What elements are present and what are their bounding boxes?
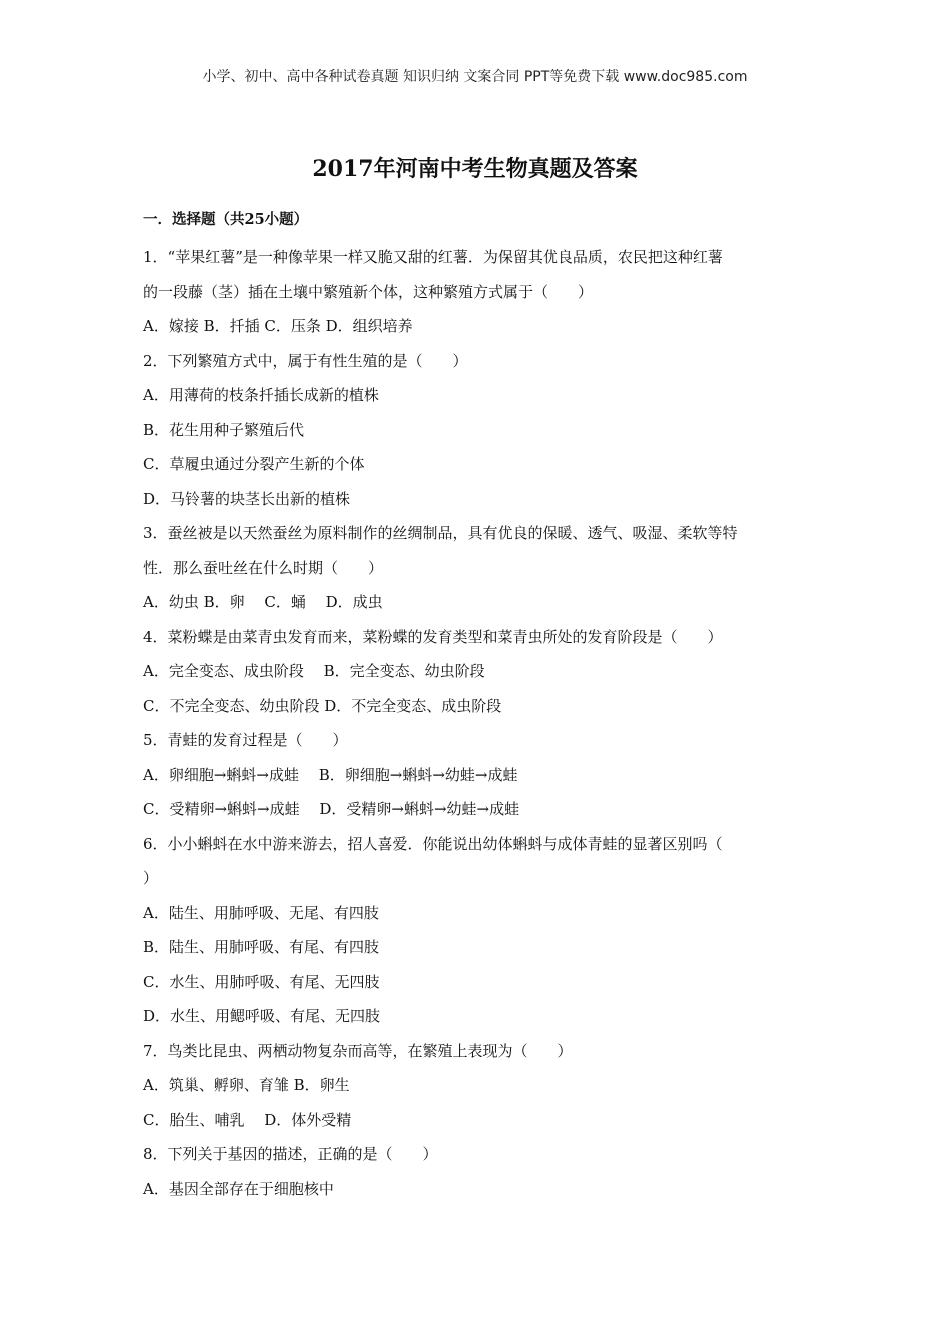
option-line: B．花生用种子繁殖后代	[143, 420, 305, 439]
text-line: 3．蚕丝被是以天然蚕丝为原料制作的丝绸制品，具有优良的保暖、透气、吸湿、柔软等特	[143, 524, 738, 542]
page-title: 2017年河南中考生物真题及答案	[312, 156, 638, 182]
text-line: 性．那么蚕吐丝在什么时期（ ）	[143, 558, 384, 577]
text-line: 6．小小蝌蚪在水中游来游去，招人喜爱．你能说出幼体蝌蚪与成体青蛙的显著区别吗（	[143, 834, 723, 853]
section-heading: 一．选择题（共25小题）	[143, 211, 309, 228]
option-line: A．筑巢、孵卵、育雏 B．卵生	[143, 1076, 350, 1094]
option-line: C．草履虫通过分裂产生新的个体	[143, 455, 365, 473]
page-header: 小学、初中、高中各种试卷真题 知识归纳 文案合同 PPT等免费下载 www.doc985.com	[202, 69, 748, 85]
question-body	[143, 240, 813, 1206]
option-line: A．卵细胞→蝌蚪→成蛙 B．卵细胞→蝌蚪→幼蛙→成蛙	[143, 765, 518, 784]
text-line: 的一段藤（茎）插在土壤中繁殖新个体，这种繁殖方式属于（ ）	[143, 282, 594, 301]
option-line: C．受精卵→蝌蚪→成蛙 D．受精卵→蝌蚪→幼蛙→成蛙	[143, 800, 520, 818]
option-line: A．用薄荷的枝条扦插长成新的植株	[143, 386, 379, 404]
text-line: 2．下列繁殖方式中，属于有性生殖的是（ ）	[143, 351, 468, 370]
option-line: D．水生、用鳃呼吸、有尾、无四肢	[143, 1007, 381, 1025]
text-line: 4．菜粉蝶是由菜青虫发育而来，菜粉蝶的发育类型和菜青虫所处的发育阶段是（ ）	[143, 627, 723, 646]
option-line: C．水生、用肺呼吸、有尾、无四肢	[143, 972, 380, 991]
option-line: A．陆生、用肺呼吸、无尾、有四肢	[143, 903, 379, 922]
option-line: D．马铃薯的块茎长出新的植株	[143, 489, 351, 508]
text-line: 1．“苹果红薯”是一种像苹果一样又脆又甜的红薯．为保留其优良品质，农民把这种红薯	[143, 248, 723, 266]
option-line: A．完全变态、成虫阶段 B．完全变态、幼虫阶段	[143, 662, 485, 680]
option-line: A．基因全部存在于细胞核中	[143, 1179, 334, 1198]
text-line: 5．青蛙的发育过程是（ ）	[143, 731, 348, 749]
text-line: 8．下列关于基因的描述，正确的是（ ）	[143, 1145, 438, 1163]
text-line: 7．鸟类比昆虫、两栖动物复杂而高等，在繁殖上表现为（ ）	[143, 1041, 573, 1060]
option-line: A．幼虫 B．卵 C．蛹 D．成虫	[143, 593, 383, 611]
option-line: C．胎生、哺乳 D．体外受精	[143, 1110, 352, 1129]
text-line: ）	[143, 869, 159, 887]
option-line: A．嫁接 B．扦插 C．压条 D．组织培养	[143, 317, 413, 335]
option-line: B．陆生、用肺呼吸、有尾、有四肢	[143, 938, 380, 956]
option-line: C．不完全变态、幼虫阶段 D．不完全变态、成虫阶段	[143, 696, 502, 715]
